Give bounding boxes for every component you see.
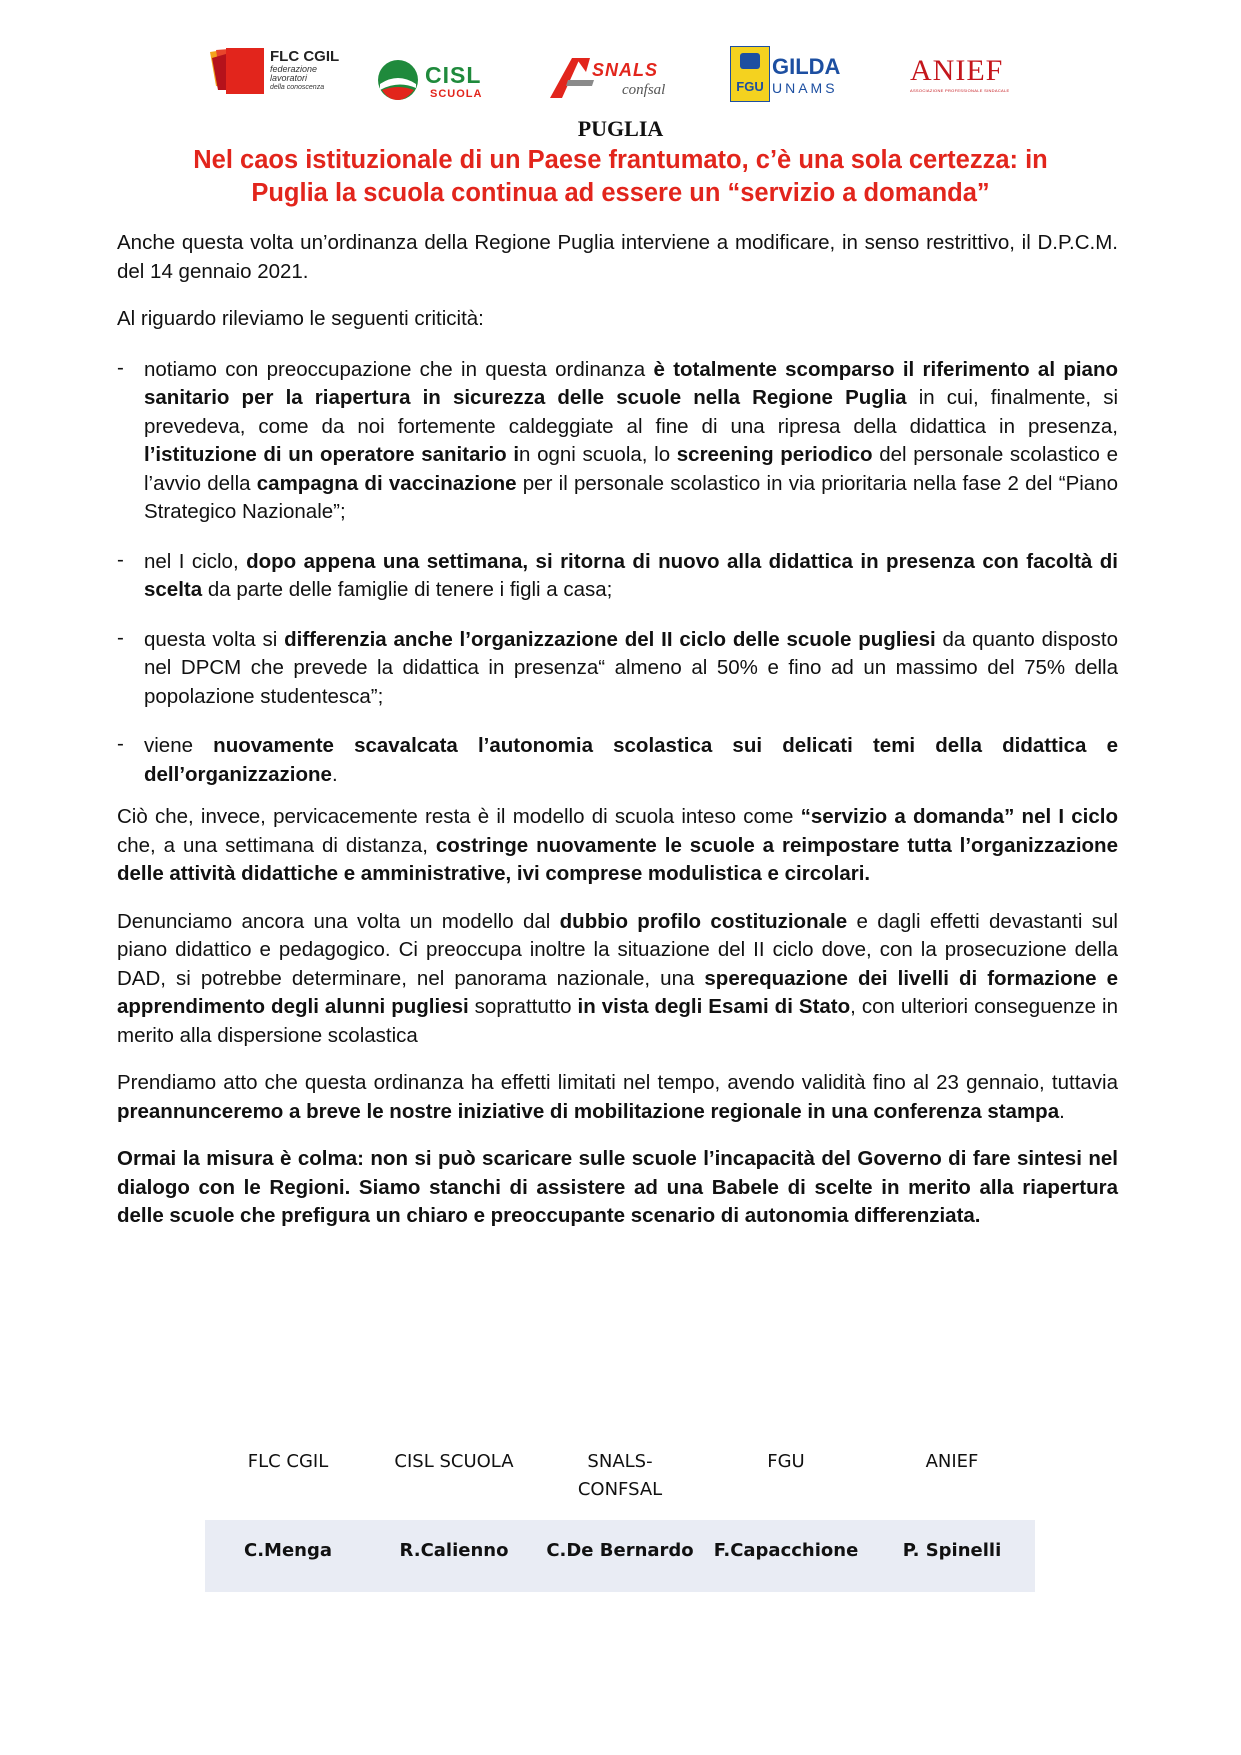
text-run: Ciò che, invece, pervicacemente resta è il modello di scuola inteso come <box>117 805 801 828</box>
snals-confsal-logo <box>546 54 696 104</box>
text-run: in cui, finalmente, si prevedeva, come da noi fortemente caldeggiate al fine di una ripresa della didattica in presenza, <box>144 386 1118 438</box>
list-item <box>117 626 1118 712</box>
bullet-dash: - <box>117 355 124 379</box>
text-run: . <box>1059 1099 1065 1123</box>
bold-run: Ormai la misura è colma: non si può scaricare sulle scuole l’incapacità del Governo di fare sintesi nel dialogo con le Regioni. Siamo stanchi di assistere ad una Babele di scelte in merito alla riapertura delle scuole che prefigura un chiaro e preoccupante scenario di autonomia differenziata. <box>117 1147 1118 1227</box>
signatory-name: R.Calienno <box>399 1540 509 1561</box>
criticita-list <box>117 356 1118 790</box>
paragraph-intro: Anche questa volta un’ordinanza della Regione Puglia interviene a modificare, in senso restrittivo, il D.P.C.M. del 14 gennaio 2021. <box>117 231 1118 283</box>
text-run: Prendiamo atto che questa ordinanza ha effetti limitati nel tempo, avendo validità fino al 23 gennaio, tuttavia <box>117 1071 1118 1094</box>
bold-run: è totalmente scomparso il riferimento al piano sanitario per la riapertura in sicurezza delle scuole nella Regione Puglia <box>144 357 1118 409</box>
signature-table <box>205 1448 1035 1592</box>
bullet-dash: - <box>117 625 124 649</box>
text-run: che, a una settimana di distanza, <box>117 833 436 857</box>
bold-run: nuovamente scavalcata l’autonomia scolastica sui delicati temi della didattica e dell’organizzazione <box>144 734 1118 786</box>
flc-cgil-line2: lavoratori <box>270 73 308 83</box>
fgu-shield-icon <box>730 46 770 102</box>
text-run: nel I ciclo, <box>144 549 247 573</box>
signatory-name: C.De Bernardo <box>546 1540 694 1561</box>
anief-subtitle: ASSOCIAZIONE PROFESSIONALE SINDACALE <box>910 88 1010 93</box>
gilda-subtitle: UNAMS <box>772 80 838 96</box>
text-run: n ogni scuola, lo <box>519 443 677 466</box>
text-run: viene <box>144 734 214 757</box>
bold-run: dubbio profilo costituzionale <box>559 909 848 933</box>
bold-run: preannunceremo a breve le nostre iniziative di mobilitazione regionale in una conferenza stampa <box>117 1099 1060 1123</box>
text-run: da quanto disposto nel DPCM che prevede la didattica in presenza“ almeno al 50% e fino ad un massimo del 75% della popolazione studentesca”; <box>144 627 1119 708</box>
paragraph-servizio-domanda <box>117 803 1118 889</box>
bold-run: screening periodico <box>676 443 873 466</box>
paragraph-mobilitazione <box>117 1069 1118 1126</box>
org-cell: FGU <box>767 1451 805 1472</box>
list-item <box>117 732 1118 789</box>
signatory-name: P. Spinelli <box>902 1540 1002 1561</box>
gilda-fgu-logo <box>730 46 860 102</box>
bold-run: dopo appena una settimana, si ritorna di nuovo alla didattica in presenza con facoltà di scelta <box>144 549 1118 601</box>
bold-run: sperequazione dei livelli di formazione e apprendimento degli alunni pugliesi <box>117 966 1118 1018</box>
paragraph-criticita: Al riguardo rileviamo le seguenti criticità: <box>117 307 484 330</box>
cisl-subtitle: SCUOLA <box>430 88 483 100</box>
cisl-title: CISL <box>425 62 482 88</box>
text-run: notiamo con preoccupazione che in questa ordinanza <box>144 357 654 381</box>
cisl-scuola-logo <box>376 58 496 104</box>
text-run: , con ulteriori conseguenze in merito alla dispersione scolastica <box>117 995 1118 1047</box>
bold-run: l’istituzione di un operatore sanitario i <box>144 443 520 466</box>
headline-line-2: Puglia la scuola continua ad essere un “servizio a domanda” <box>251 179 990 207</box>
list-item <box>117 356 1118 527</box>
snals-mark-icon <box>546 54 596 100</box>
headline-line-1: Nel caos istituzionale di un Paese frantumato, c’è una sola certezza: in <box>193 146 1048 174</box>
paragraph-conclusion <box>117 1145 1118 1231</box>
org-cell: CISL SCUOLA <box>394 1451 514 1472</box>
text-run: Denunciamo ancora una volta un modello dal <box>117 909 560 933</box>
cisl-mark-icon <box>376 58 420 102</box>
headline <box>110 144 1131 210</box>
anief-title: ANIEF <box>910 54 1004 87</box>
flc-cgil-title: FLC CGIL <box>270 48 340 65</box>
snals-title: SNALS <box>592 60 659 80</box>
text-run: soprattutto <box>468 995 578 1018</box>
org-cell: ANIEF <box>925 1451 979 1472</box>
text-run: questa volta si <box>144 627 285 651</box>
signatory-name: F.Capacchione <box>713 1540 859 1561</box>
text-run: . <box>331 762 338 786</box>
text-run: per il personale scolastico in via prioritaria nella fase 2 del “Piano Strategico Nazionale”; <box>144 471 1118 523</box>
paragraph-denuncia <box>117 908 1118 1051</box>
signature-orgs-row <box>205 1448 1035 1520</box>
org-cell: FLC CGIL <box>247 1451 329 1472</box>
text-run: e dagli effetti devastanti sul piano didattico e pedagogico. Ci preoccupa inoltre la situazione del II ciclo dove, con la prosecuzione della DAD, si potrebbe determinare, nel panorama nazionale, una <box>117 909 1118 990</box>
flc-cgil-line3: della conoscenza <box>270 84 325 91</box>
bullet-dash: - <box>117 732 124 755</box>
bold-run: “servizio a domanda” nel I ciclo <box>800 805 1118 828</box>
gilda-title: GILDA <box>772 54 841 79</box>
flc-cgil-logo <box>206 46 356 96</box>
flc-cgil-line1: federazione <box>270 64 318 74</box>
bold-run: costringe nuovamente le scuole a reimpostare tutta l’organizzazione delle attività didattiche e amministrative, ivi comprese modulistica e circolari. <box>117 833 1118 885</box>
signatory-name: C.Menga <box>243 1540 332 1561</box>
bold-run: in vista degli Esami di Stato <box>577 995 851 1018</box>
bold-run: campagna di vaccinazione <box>256 471 517 495</box>
flc-cgil-mark-icon <box>206 46 268 96</box>
signature-names-row <box>205 1520 1035 1592</box>
text-run: del personale scolastico e l’avvio della <box>144 443 1119 495</box>
document-body <box>117 229 1118 1250</box>
list-item <box>117 548 1118 605</box>
region-label: PUGLIA <box>577 116 664 141</box>
text-run: da parte delle famiglie di tenere i figli a casa; <box>202 578 613 601</box>
logo-strip <box>0 40 1241 115</box>
bold-run: differenzia anche l’organizzazione del II ciclo delle scuole pugliesi <box>284 627 936 651</box>
snals-subtitle: confsal <box>622 82 666 98</box>
org-cell: SNALS- CONFSAL <box>577 1451 663 1500</box>
anief-logo <box>910 54 1020 98</box>
bullet-dash: - <box>117 547 124 571</box>
fgu-badge: FGU <box>736 79 764 94</box>
